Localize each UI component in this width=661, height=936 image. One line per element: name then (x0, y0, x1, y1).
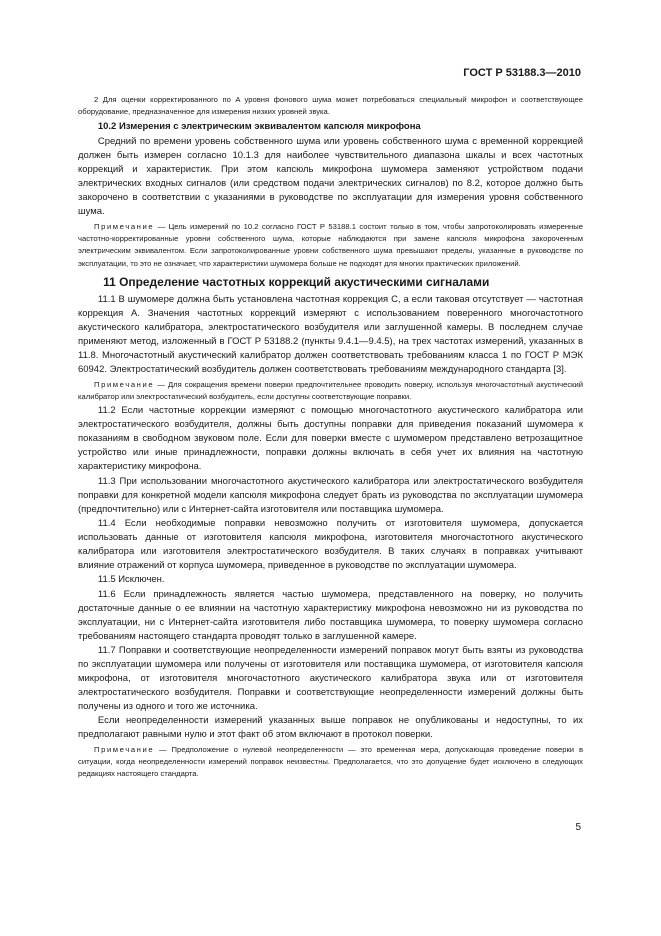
note-text: — Предположение о нулевой неопределенности — это временная мера, допускающая проведение поверки в ситуации, когда неопределенности измерений поправок неизвестны. Предполагается, что это допущение будет исключено в следующих редакциях настоящего стандарта. (78, 744, 583, 779)
page-number: 5 (575, 822, 581, 833)
section-11-note-2 (78, 744, 583, 781)
para-11-7-continued: Если неопределенности измерений указанных выше поправок не опубликованы и недоступны, то их предполагают равными нулю и этот факт об этом включают в протокол поверки. (78, 714, 583, 740)
section-11-heading: 11 Определение частотных коррекций акустическими сигналами (103, 275, 490, 290)
para-11-3: 11.3 При использовании многочастотного акустического калибратора или электростатического возбудителя поправки для конкретной модели капсюля микрофона следует брать из руководства по эксплуатации шумомера (предпочтительно) или с Интернет-сайта изготовителя или поставщика шумомера. (78, 475, 583, 515)
para-11-7: 11.7 Поправки и соответствующие неопределенности измерений поправок могут быть взяты из руководства по эксплуатации шумомера или получены от изготовителя или поставщика шумомера, от изготовителя капсюля микрофона, от изготовителя многочастотного акустического калибратора звука или от изготовителя электростатического возбудителя. Поправки и соответствующие неопределенности измерений должны быть получены из одного и того же источника. (78, 644, 583, 712)
para-11-5: 11.5 Исключен. (97, 574, 165, 586)
para-11-6: 11.6 Если принадлежность является частью шумомера, представленного на поверку, но получить достаточные данные о ее влиянии на частотную характеристику микрофона невозможно ни из руководства по эксплуатации, ни с Интернет-сайта изготовителя либо поставщика шумомера, то поверку шумомера согласно требованиям настоящего стандарта проводят только в заглушенной камере. (78, 588, 583, 642)
para-11-4: 11.4 Если необходимые поправки невозможно получить от изготовителя шумомера, допускается использовать данные от изготовителя капсюля микрофона, изготовителя многочастотного акустического калибратора или изготовителя электростатического возбудителя. В таких случаях в поправках учитывают влияние отражений от корпуса шумомера, приведенное в руководстве по эксплуатации шумомера. (78, 518, 583, 571)
note-label: Примечание (94, 222, 155, 231)
section-10-2-paragraph: Средний по времени уровень собственного шума или уровень собственного шума с временной коррекцией должен быть измерен согласно 10.1.3 для наиболее чувствительного диапазона шкалы и всех частотных коррекций и характеристик. При этом капсюль микрофона шумомера заменяют устройством подачи электрических входных сигналов (или средством подачи электрических сигналов) по 8.2, которое должно быть закорочено в соответствии с указаниями в руководстве по эксплуатации для измерения уровня собственного шума. (78, 136, 583, 218)
note-2: 2 Для оценки корректированного по A уровня фонового шума может потребоваться специальный микрофон и соответствующее оборудование, предназначенное для измерения низких уровней звука. (78, 95, 583, 117)
note-label: Примечание (94, 379, 155, 389)
document-header-id: ГОСТ Р 53188.3—2010 (463, 67, 581, 79)
section-11-note-1 (78, 379, 583, 403)
para-11-1: 11.1 В шумомере должна быть установлена частотная коррекция C, а если таковая отсутствует — частотная коррекция A. Значения частотных коррекций измеряют с использованием поверенного многочастотного акустического калибратора, электростатического возбудителя или заглушенной камеры. В последнем случае применяют метод, изложенный в ГОСТ Р 53188.2 (пункты 9.4.1—9.4.5), на трех частотах измерений, указанных в 11.8. Многочастотный акустический калибратор должен соответствовать требованиям класса 1 по ГОСТ Р МЭК 60942. Электростатический возбудитель должен соответствовать требованиям международного стандарта [3]. (78, 293, 583, 375)
section-10-2-note (78, 221, 583, 270)
section-10-2-heading: 10.2 Измерения с электрическим эквивалентом капсюля микрофона (97, 121, 421, 132)
note-text: — Для сокращения времени поверки предпочтительнее проводить поверку, используя многочастотный акустический калибратор или электростатический возбудитель, если доступны соответствующие поправки. (78, 379, 583, 401)
note-text: — Цель измерений по 10.2 согласно ГОСТ Р 53188.1 состоит только в том, чтобы запротоколировать измеренные частотно-корректированные уровни собственного шума, которые наблюдаются при замене капсюля микрофона закороченным электрическим эквивалентом. Если запротоколированные уровни собственного шума превышают пределы, указанные в руководстве по эксплуатации, то это не означает, что характеристики шумомера больше не подходят для многих практических приложений. (78, 222, 583, 268)
para-11-2: 11.2 Если частотные коррекции измеряют с помощью многочастотного акустического калибратора или электростатического возбудителя, должны быть доступны поправки для приведения показаний шумомера к показаниям в свободном звуковом поле. Если для поверки вместе с шумомером представлено ветрозащитное устройство или иные принадлежности, поправки должны включать в себя учет их влияния на частотную характеристику микрофона. (78, 405, 583, 473)
note-label: Примечание (94, 744, 155, 754)
